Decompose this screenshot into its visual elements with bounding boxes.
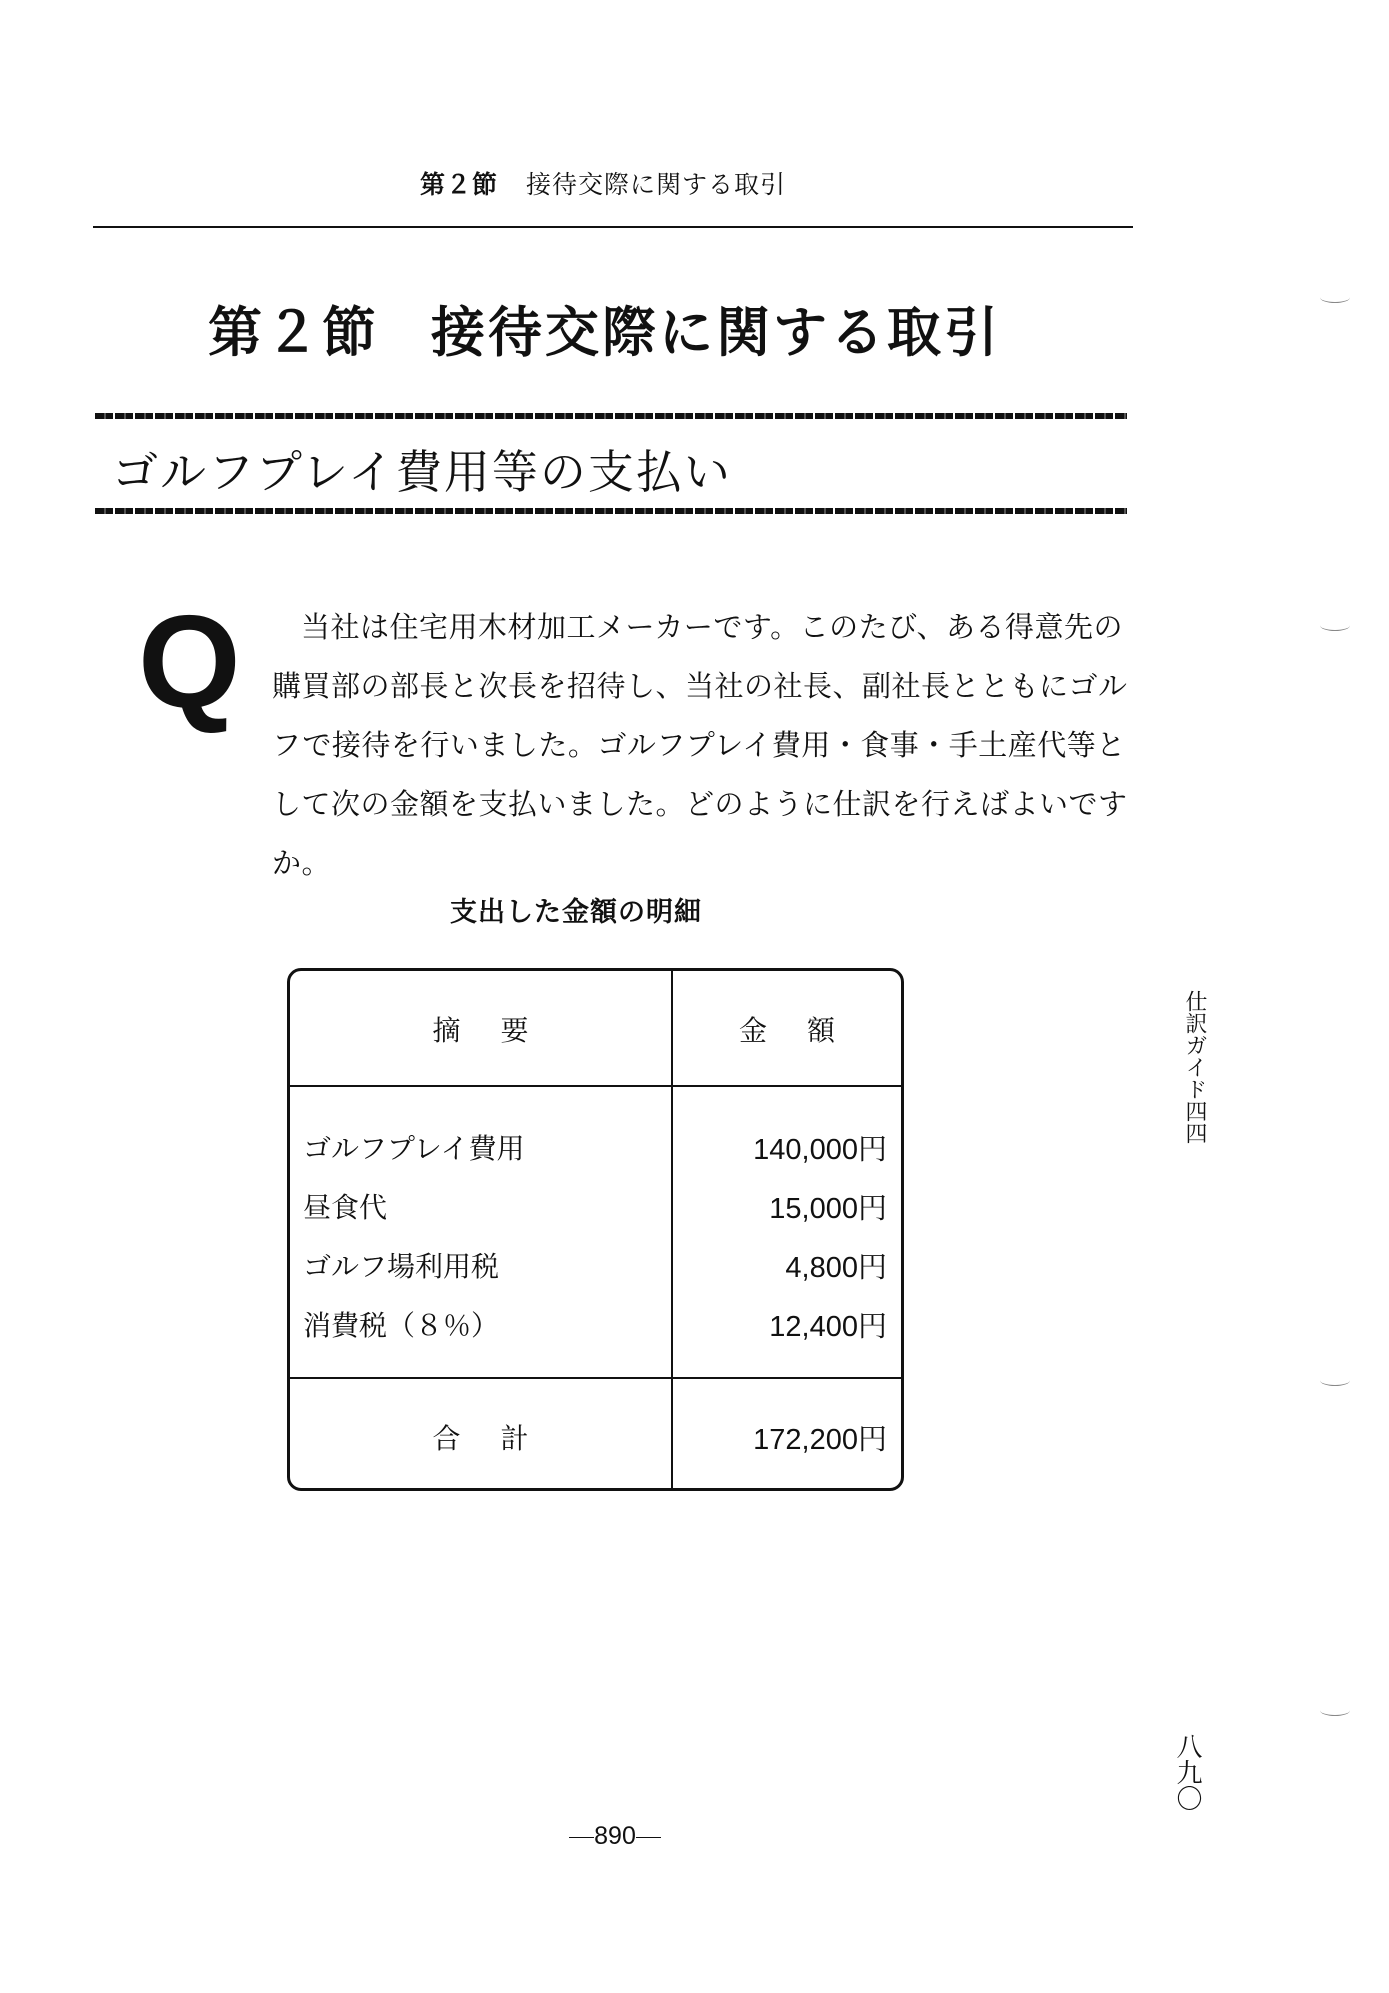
total-divider	[290, 1377, 901, 1379]
table-row	[290, 1298, 901, 1357]
section-title-text: 接待交際に関する取引	[431, 300, 1001, 364]
side-margin-label: 仕訳ガイド四四	[1182, 990, 1207, 1144]
section-number: 第２節	[208, 300, 379, 364]
table-row	[290, 1180, 901, 1239]
row-description: 消費税（８％）	[303, 1309, 500, 1342]
row-description: 昼食代	[303, 1191, 388, 1224]
table-row	[290, 1239, 901, 1298]
binding-mark	[1320, 292, 1350, 303]
page-number	[555, 1822, 675, 1851]
table-body	[290, 1121, 901, 1357]
running-header	[420, 165, 786, 201]
running-header-section: 第２節	[420, 170, 499, 199]
header-divider	[290, 1085, 901, 1087]
header-description: 摘要	[432, 1014, 569, 1047]
row-amount: 15,000円	[769, 1193, 887, 1225]
total-amount: 172,200円	[753, 1424, 887, 1456]
row-amount: 12,400円	[769, 1311, 887, 1343]
row-description: ゴルフ場利用税	[303, 1250, 500, 1283]
question-mark-q: Q	[138, 588, 241, 735]
row-description: ゴルフプレイ費用	[303, 1132, 525, 1165]
decorative-rule-bottom	[95, 508, 1127, 514]
topic-title: ゴルフプレイ費用等の支払い	[112, 445, 732, 499]
binding-mark	[1320, 1375, 1350, 1386]
section-title	[208, 290, 1001, 367]
header-rule	[93, 226, 1133, 228]
row-amount: 4,800円	[785, 1252, 887, 1284]
page-number-text: 890	[594, 1822, 636, 1850]
total-label: 合計	[432, 1422, 569, 1455]
binding-mark	[1320, 1705, 1350, 1716]
table-caption: 支出した金額の明細	[450, 897, 702, 928]
question-text: 当社は住宅用木材加工メーカーです。このたび、ある得意先の購買部の部長と次長を招待し、当社の社長、副社長とともにゴルフで接待を行いました。ゴルフプレイ費用・食事・手土産代等として次の金額を支払いました。どのように仕訳を行えばよいですか。	[272, 610, 1128, 880]
table-row	[290, 1121, 901, 1180]
header-amount: 金額	[738, 1014, 875, 1047]
running-header-title: 接待交際に関する取引	[526, 170, 787, 199]
binding-mark	[1320, 620, 1350, 631]
decorative-rule-top	[95, 413, 1127, 419]
side-page-number: 八九〇	[1172, 1733, 1202, 1811]
expense-detail-table	[287, 968, 904, 1491]
row-amount: 140,000円	[753, 1134, 887, 1166]
